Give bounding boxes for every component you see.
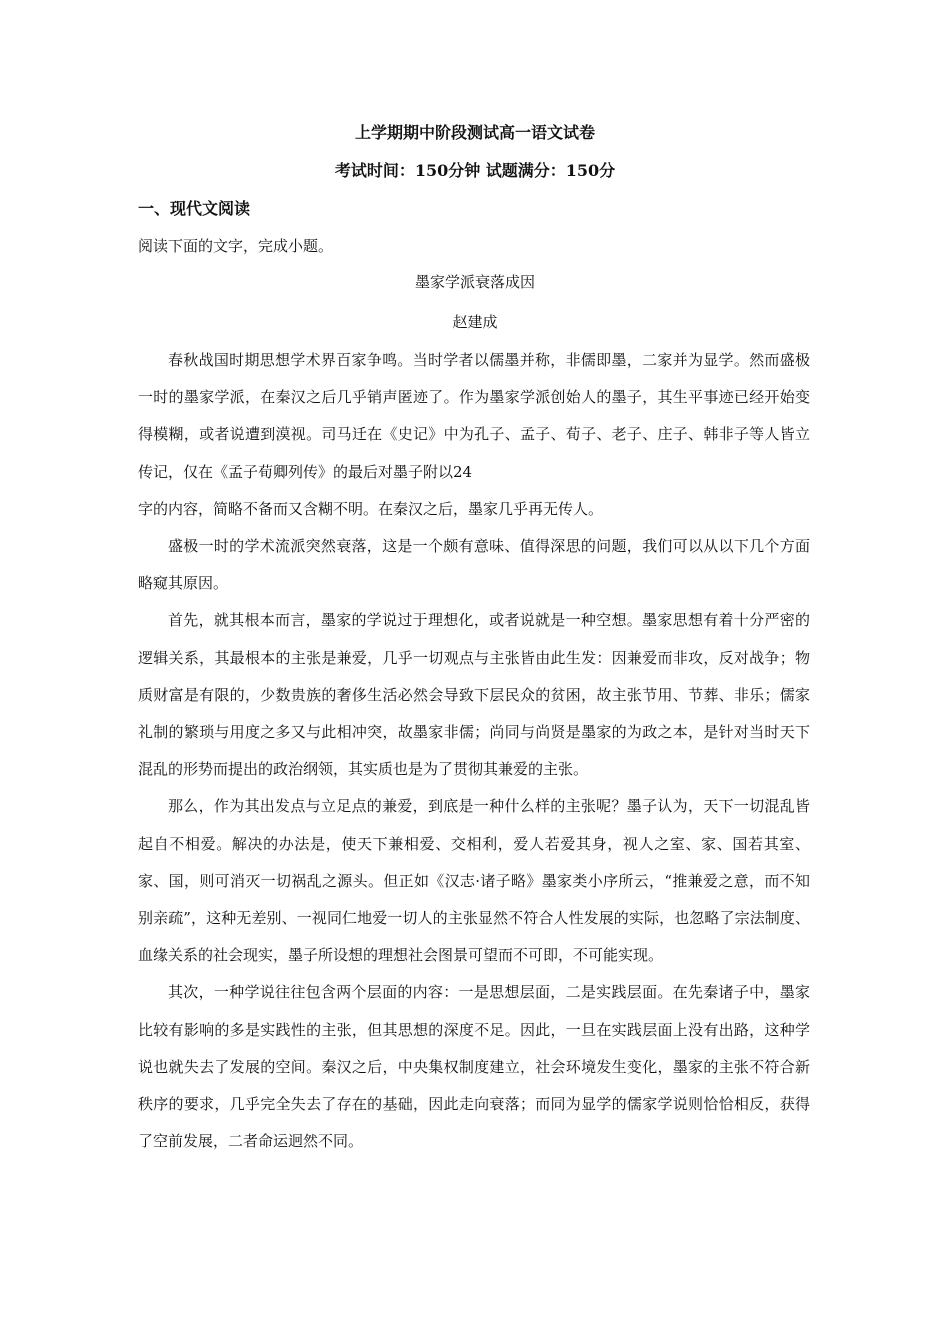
article-paragraph: 那么，作为其出发点与立足点的兼爱，到底是一种什么样的主张呢？墨子认为，天下一切混乱皆起自不相爱。解决的办法是，使天下兼相爱、交相利，爱人若爱其身，视人之室、家、国若其室、家、国，则可消灭一切祸乱之源头。但正如《汉志·诸子略》墨家类小序所云，“推兼爱之意，而不知别亲疏”，这种无差别、一视同仁地爱一切人的主张显然不符合人性发展的实际，也忽略了宗法制度、血缘关系的社会现实，墨子所设想的理想社会图景可望而不可即，不可能实现。 <box>138 797 810 965</box>
article-body <box>138 342 810 1160</box>
article-paragraph: 盛极一时的学术流派突然衰落，这是一个颇有意味、值得深思的问题，我们可以从以下几个方面略窥其原因。 <box>138 537 810 593</box>
article-author: 赵建成 <box>452 313 498 331</box>
article-paragraph: 首先，就其根本而言，墨家的学说过于理想化，或者说就是一种空想。墨家思想有着十分严密的逻辑关系，其最根本的主张是兼爱，几乎一切观点与主张皆由此生发：因兼爱而非攻，反对战争；物质财富是有限的，少数贵族的奢侈生活必然会导致下层民众的贫困，故主张节用、节葬、非乐；儒家礼制的繁琐与用度之多又与此相冲突，故墨家非儒；尚同与尚贤是墨家的为政之本，是针对当时天下混乱的形势而提出的政治纲领，其实质也是为了贯彻其兼爱的主张。 <box>138 611 810 779</box>
exam-title: 上学期期中阶段测试高一语文试卷 <box>354 123 595 142</box>
article-paragraph: 春秋战国时期思想学术界百家争鸣。当时学者以儒墨并称，非儒即墨，二家并为显学。然而盛极一时的墨家学派，在秦汉之后几乎销声匿迹了。作为墨家学派创始人的墨子，其生平事迹已经开始变得模糊，或者说遭到漠视。司马迁在《史记》中为孔子、孟子、荀子、老子、庄子、韩非子等人皆立传记，仅在《孟子荀卿列传》的最后对墨子附以24 <box>138 351 810 481</box>
exam-info: 考试时间：150分钟 试题满分：150分 <box>334 161 616 180</box>
reading-instruction: 阅读下面的文字，完成小题。 <box>138 237 334 255</box>
article-paragraph: 字的内容，简略不备而又含糊不明。在秦汉之后，墨家几乎再无传人。 <box>138 499 604 518</box>
article-paragraph: 其次，一种学说往往包含两个层面的内容：一是思想层面，二是实践层面。在先秦诸子中，墨家比较有影响的多是实践性的主张，但其思想的深度不足。因此，一旦在实践层面上没有出路，这种学说也就失去了发展的空间。秦汉之后，中央集权制度建立，社会环境发生变化，墨家的主张不符合新秩序的要求，几乎完全失去了存在的基础，因此走向衰落；而同为显学的儒家学说则恰恰相反，获得了空前发展，二者命运迥然不同。 <box>138 983 810 1151</box>
section-heading: 一、现代文阅读 <box>138 199 251 218</box>
article-title: 墨家学派衰落成因 <box>414 273 535 291</box>
